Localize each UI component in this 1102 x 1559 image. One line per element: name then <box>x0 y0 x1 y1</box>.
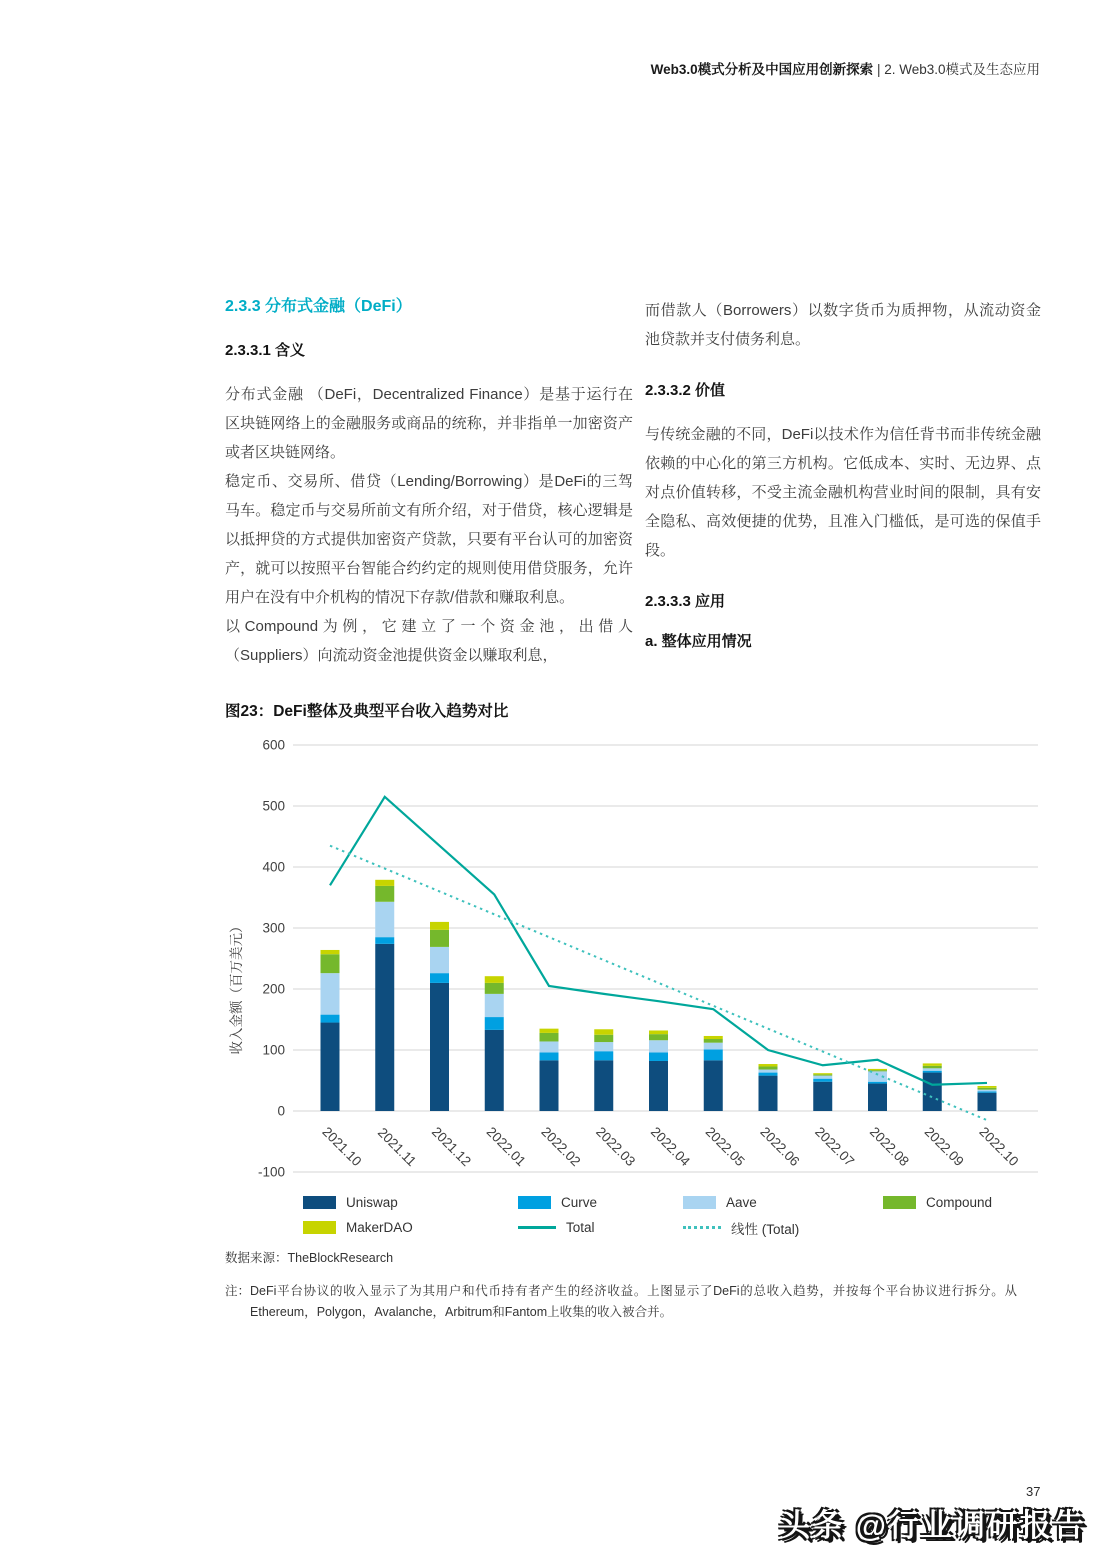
bar-uniswap-2022.09 <box>923 1073 942 1111</box>
legend-label: Total <box>566 1220 595 1235</box>
bar-aave-2022.04 <box>649 1040 668 1052</box>
legend-label: 线性 (Total) <box>731 1221 800 1237</box>
bar-aave-2021.11 <box>375 902 394 937</box>
bar-compound-2022.05 <box>704 1039 723 1043</box>
bar-curve-2022.06 <box>759 1073 778 1076</box>
bar-aave-2022.09 <box>923 1068 942 1070</box>
x-tick-label: 2022.03 <box>593 1123 639 1170</box>
legend-row <box>303 1215 1040 1240</box>
section-heading: 2.3.3 分布式金融（DeFi） <box>225 298 412 315</box>
bar-makerdao-2022.05 <box>704 1036 723 1039</box>
body-paragraph: 以Compound为例，它建立了一个资金池，出借人（Suppliers）向流动资金池提供资金以赚取利息， <box>225 618 633 664</box>
x-tick-label: 2022.09 <box>921 1123 967 1170</box>
y-tick-label: 400 <box>262 859 285 875</box>
page-header <box>651 58 1040 78</box>
figure-note <box>225 1281 1017 1323</box>
bar-uniswap-2022.06 <box>759 1076 778 1111</box>
bar-makerdao-2022.03 <box>594 1029 613 1034</box>
bar-makerdao-2022.01 <box>485 976 504 983</box>
bar-makerdao-2022.06 <box>759 1064 778 1066</box>
bar-curve-2022.05 <box>704 1049 723 1060</box>
header-separator: | <box>873 62 885 77</box>
bar-curve-2022.10 <box>978 1091 997 1092</box>
bar-uniswap-2022.03 <box>594 1060 613 1111</box>
bar-uniswap-2021.12 <box>430 983 449 1111</box>
bar-uniswap-2022.01 <box>485 1030 504 1111</box>
bar-compound-2022.02 <box>540 1033 559 1042</box>
subsection-heading-value: 2.3.3.2 价值 <box>645 382 726 399</box>
bar-uniswap-2021.10 <box>321 1023 340 1111</box>
legend-item-linear-total <box>683 1218 883 1238</box>
bar-makerdao-2022.04 <box>649 1030 668 1034</box>
bar-aave-2022.02 <box>540 1041 559 1052</box>
bar-makerdao-2021.11 <box>375 880 394 886</box>
bar-aave-2022.03 <box>594 1042 613 1051</box>
bar-curve-2021.10 <box>321 1015 340 1023</box>
page-number: 37 <box>1026 1484 1041 1499</box>
bar-compound-2021.10 <box>321 954 340 973</box>
body-paragraph: 分布式金融 （DeFi，Decentralized Finance）是基于运行在区块链网络上的金融服务或商品的统称，并非指单一加密资产或者区块链网络。 <box>225 386 633 461</box>
bar-makerdao-2022.02 <box>540 1029 559 1033</box>
y-tick-label: 100 <box>262 1042 285 1058</box>
x-tick-label: 2022.04 <box>647 1123 693 1170</box>
bar-uniswap-2022.05 <box>704 1060 723 1111</box>
legend-swatch-curve <box>518 1196 551 1209</box>
legend-item-aave <box>683 1195 883 1210</box>
chart-legend <box>225 1190 1040 1240</box>
bar-makerdao-2022.07 <box>813 1073 832 1074</box>
bar-compound-2022.07 <box>813 1074 832 1075</box>
subsection-heading-application: 2.3.3.3 应用 <box>645 593 726 610</box>
body-paragraph: 与传统金融的不同，DeFi以技术作为信任背书而非传统金融依赖的中心化的第三方机构。它低成本、实时、无边界、点对点价值转移，不受主流金融机构营业时间的限制，具有安全隐私、高效便捷的优势，且准入门槛低，是可选的保值手段。 <box>645 426 1041 559</box>
y-tick-label: -100 <box>257 1164 285 1180</box>
bar-uniswap-2022.10 <box>978 1093 997 1111</box>
y-tick-label: 0 <box>277 1103 285 1119</box>
bar-curve-2022.03 <box>594 1051 613 1060</box>
bar-aave-2022.07 <box>813 1076 832 1079</box>
bar-compound-2021.11 <box>375 886 394 902</box>
note-label: 注： <box>225 1284 251 1298</box>
figure-title: 图23：DeFi整体及典型平台收入趋势对比 <box>225 703 509 720</box>
bar-uniswap-2022.02 <box>540 1060 559 1111</box>
bar-compound-2022.03 <box>594 1035 613 1042</box>
bar-makerdao-2021.12 <box>430 922 449 930</box>
left-column <box>225 296 633 670</box>
bar-makerdao-2022.09 <box>923 1063 942 1065</box>
bar-makerdao-2021.10 <box>321 950 340 954</box>
bar-compound-2022.10 <box>978 1088 997 1090</box>
bar-curve-2022.04 <box>649 1052 668 1061</box>
data-source: 数据来源：TheBlockResearch <box>225 1251 394 1265</box>
right-column <box>645 296 1041 653</box>
body-paragraph: 稳定币、交易所、借贷（Lending/Borrowing）是DeFi的三驾马车。稳定币与交易所前文有所介绍，对于借贷，核心逻辑是以抵押贷的方式提供加密资产贷款，只要有平台认可的加密资产，就可以按照平台智能合约约定的规则使用借贷服务，允许用户在没有中介机构的情况下存款/借款和赚取利息。 <box>225 473 633 606</box>
subsection-heading-overall: a. 整体应用情况 <box>645 633 752 650</box>
bar-curve-2022.09 <box>923 1071 942 1073</box>
x-tick-label: 2022.01 <box>483 1123 529 1170</box>
legend-label: MakerDAO <box>346 1220 413 1235</box>
legend-swatch-compound <box>883 1196 916 1209</box>
y-tick-label: 600 <box>262 737 285 753</box>
x-tick-label: 2022.02 <box>538 1123 584 1170</box>
bar-aave-2022.10 <box>978 1090 997 1092</box>
revenue-chart <box>225 733 1040 1195</box>
note-text: DeFi平台协议的收入显示了为其用户和代币持有者产生的经济收益。上图显示了DeFi的总收入趋势，并按每个平台协议进行拆分。从Ethereum，Polygon，Avalanche，Arbitrum和Fantom上收集的收入被合并。 <box>250 1284 1017 1319</box>
x-tick-label: 2022.05 <box>702 1123 748 1170</box>
bar-aave-2022.01 <box>485 994 504 1017</box>
bar-aave-2022.05 <box>704 1043 723 1050</box>
bar-uniswap-2022.07 <box>813 1082 832 1111</box>
bar-curve-2021.11 <box>375 937 394 944</box>
x-tick-label: 2021.11 <box>374 1124 420 1170</box>
x-tick-label: 2021.10 <box>319 1123 365 1170</box>
x-tick-label: 2022.10 <box>976 1123 1022 1170</box>
legend-item-total <box>518 1220 683 1235</box>
x-tick-label: 2022.07 <box>812 1123 858 1170</box>
legend-swatch-uniswap <box>303 1196 336 1209</box>
legend-item-uniswap <box>303 1195 518 1210</box>
legend-item-compound <box>883 1195 1040 1210</box>
legend-item-curve <box>518 1195 683 1210</box>
legend-label: Aave <box>726 1195 757 1210</box>
legend-label: Compound <box>926 1195 993 1210</box>
bar-uniswap-2022.04 <box>649 1061 668 1111</box>
legend-swatch-linear-total <box>683 1226 721 1229</box>
x-tick-label: 2022.06 <box>757 1123 803 1170</box>
report-title: Web3.0模式分析及中国应用创新探索 <box>650 62 874 77</box>
bar-curve-2022.02 <box>540 1052 559 1060</box>
legend-swatch-aave <box>683 1196 716 1209</box>
revenue-chart-svg <box>225 733 1040 1195</box>
y-tick-label: 200 <box>262 981 285 997</box>
bar-aave-2022.06 <box>759 1070 778 1073</box>
bar-curve-2022.08 <box>868 1082 887 1084</box>
y-axis-title: 收入金额（百万美元） <box>229 919 244 1055</box>
watermark: 头条 @行业调研报告 <box>779 1508 1086 1543</box>
chapter-title: 2. Web3.0模式及生态应用 <box>884 62 1040 77</box>
bar-compound-2022.04 <box>649 1034 668 1040</box>
subsection-heading-meaning: 2.3.3.1 含义 <box>225 342 306 359</box>
legend-swatch-makerdao <box>303 1221 336 1234</box>
legend-label: Uniswap <box>346 1195 398 1210</box>
legend-swatch-total <box>518 1226 556 1229</box>
y-tick-label: 300 <box>262 920 285 936</box>
legend-row <box>303 1190 1040 1215</box>
bar-curve-2022.01 <box>485 1017 504 1030</box>
bar-compound-2022.06 <box>759 1066 778 1069</box>
bar-aave-2021.10 <box>321 973 340 1014</box>
bar-compound-2022.09 <box>923 1066 942 1068</box>
legend-label: Curve <box>561 1195 598 1210</box>
bar-makerdao-2022.10 <box>978 1086 997 1088</box>
bar-makerdao-2022.08 <box>868 1069 887 1070</box>
bar-uniswap-2021.11 <box>375 944 394 1111</box>
bar-aave-2021.12 <box>430 947 449 973</box>
x-tick-label: 2022.08 <box>866 1123 912 1170</box>
y-tick-label: 500 <box>262 798 285 814</box>
body-paragraph: 而借款人（Borrowers）以数字货币为质押物，从流动资金池贷款并支付债务利息。 <box>645 302 1041 348</box>
x-tick-label: 2021.12 <box>428 1123 474 1170</box>
bar-compound-2021.12 <box>430 930 449 947</box>
bar-compound-2022.01 <box>485 983 504 994</box>
legend-item-makerdao <box>303 1220 518 1235</box>
bar-curve-2021.12 <box>430 973 449 983</box>
bar-curve-2022.07 <box>813 1079 832 1082</box>
bar-uniswap-2022.08 <box>868 1084 887 1111</box>
